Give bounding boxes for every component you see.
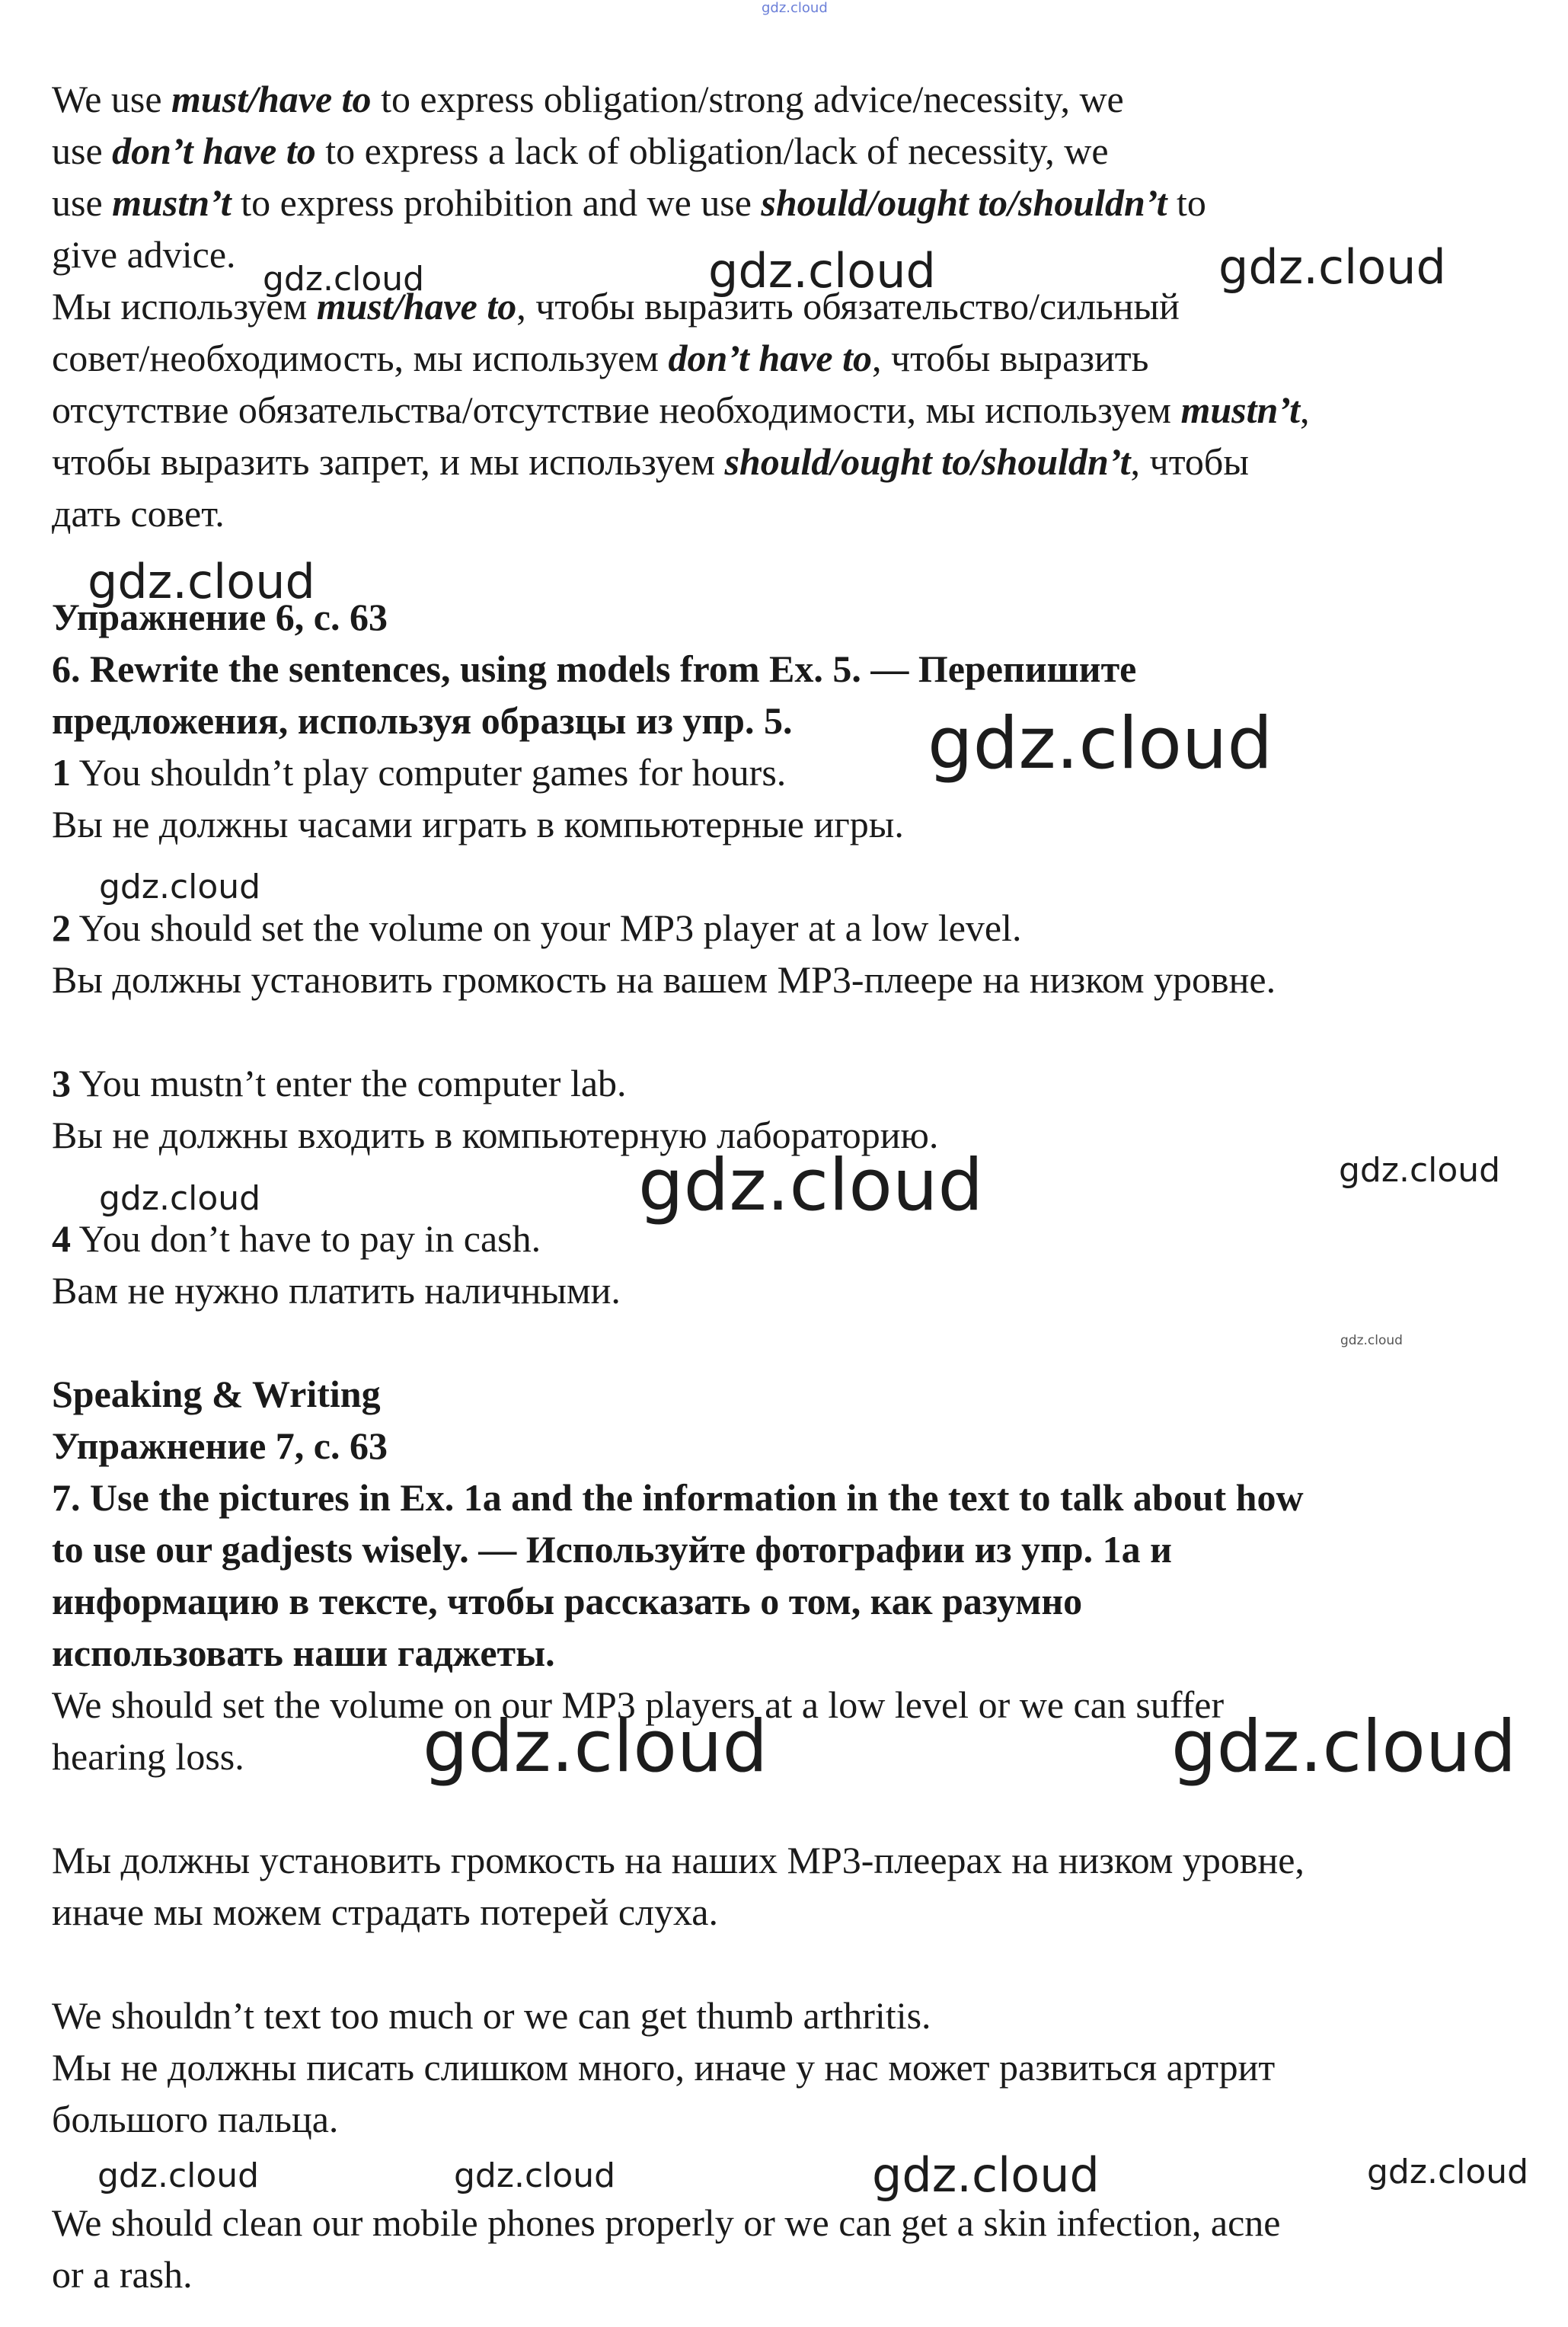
emphasis-term: must/have to xyxy=(316,285,517,328)
item-english: You shouldn’t play computer games for hours. xyxy=(71,751,787,794)
item-russian: Вам не нужно платить наличными. xyxy=(52,1269,621,1312)
text-run: We use xyxy=(52,78,172,120)
watermark: gdz.cloud xyxy=(454,2156,616,2195)
intro-line xyxy=(52,436,1544,487)
exercise-6-item xyxy=(52,1213,1544,1316)
text-run: совет/необходимость, мы используем xyxy=(52,337,669,379)
watermark: gdz.cloud xyxy=(99,1179,261,1218)
text-run: use xyxy=(52,129,113,172)
exercise-6-heading: Упражнение 6, с. 63 xyxy=(52,596,388,638)
item-english: You should set the volume on your MP3 player at a low level. xyxy=(71,906,1022,949)
text-run: to express obligation/strong advice/necessity, we xyxy=(371,78,1124,120)
text-run: to xyxy=(1167,181,1206,224)
emphasis-term: don’t have to xyxy=(668,337,873,379)
item-english: You mustn’t enter the computer lab. xyxy=(71,1062,627,1104)
text-run: to express prohibition and we use xyxy=(231,181,762,224)
item-number: 1 xyxy=(52,751,71,794)
answer-english: We shouldn’t text too much or we can get thumb arthritis. xyxy=(52,1994,931,2037)
exercise-7-heading: Упражнение 7, с. 63 xyxy=(52,1424,388,1467)
item-russian: Вы не должны часами играть в компьютерные игры. xyxy=(52,803,904,845)
answer-russian: большого пальца. xyxy=(52,2098,339,2140)
exercise-7-task: информацию в тексте, чтобы рассказать о том, как разумно xyxy=(52,1580,1083,1622)
text-run: use xyxy=(52,181,113,224)
item-number: 4 xyxy=(52,1217,71,1260)
text-run: , чтобы выразить обязательство/сильный xyxy=(516,285,1180,328)
exercise-7-task: использовать наши гаджеты. xyxy=(52,1632,555,1674)
emphasis-term: mustn’t xyxy=(1180,388,1300,431)
intro-russian xyxy=(52,280,1544,539)
answer-english: We should clean our mobile phones properly or we can get a skin infection, acne xyxy=(52,2201,1281,2244)
exercise-6-item xyxy=(52,902,1544,1005)
emphasis-term: don’t have to xyxy=(112,129,316,172)
item-number: 3 xyxy=(52,1062,71,1104)
answer-russian: иначе мы можем страдать потерей слуха. xyxy=(52,1891,718,1933)
watermark: gdz.cloud xyxy=(99,868,261,906)
intro-line xyxy=(52,73,1544,125)
emphasis-term: should/ought to/shouldn’t xyxy=(724,440,1131,483)
exercise-6-task: предложения, используя образцы из упр. 5. xyxy=(52,699,793,742)
emphasis-term: mustn’t xyxy=(112,181,232,224)
text-run: Мы используем xyxy=(52,285,317,328)
watermark: gdz.cloud xyxy=(762,0,828,16)
emphasis-term: must/have to xyxy=(171,78,372,120)
item-russian: Вы должны установить громкость на вашем MP3-плеере на низком уровне. xyxy=(52,958,1276,1001)
watermark: gdz.cloud xyxy=(1339,1151,1501,1190)
watermark: gdz.cloud xyxy=(1218,239,1446,295)
exercise-7-task: 7. Use the pictures in Ex. 1a and the information in the text to talk about how xyxy=(52,1476,1304,1519)
answer-block xyxy=(52,2197,1544,2300)
watermark: gdz.cloud xyxy=(97,2156,260,2195)
exercise-7-task: to use our gadjests wisely. — Используйте фотографии из упр. 1а и xyxy=(52,1528,1172,1571)
watermark: gdz.cloud xyxy=(88,554,315,609)
text-run: , чтобы выразить xyxy=(872,337,1149,379)
emphasis-term: should/ought to/shouldn’t xyxy=(761,181,1167,224)
intro-line xyxy=(52,332,1544,384)
watermark: gdz.cloud xyxy=(928,702,1273,785)
exercise-6-task: 6. Rewrite the sentences, using models from Ex. 5. — Перепишите xyxy=(52,647,1137,690)
watermark: gdz.cloud xyxy=(263,260,425,299)
item-number: 2 xyxy=(52,906,71,949)
answer-english: hearing loss. xyxy=(52,1735,244,1778)
watermark: gdz.cloud xyxy=(423,1705,768,1788)
text-run: отсутствие обязательства/отсутствие необходимости, мы используем xyxy=(52,388,1181,431)
answer-russian: Мы должны установить громкость на наших MP3-плеерах на низком уровне, xyxy=(52,1839,1305,1881)
answer-block xyxy=(52,1990,1544,2145)
item-russian: Вы не должны входить в компьютерную лабораторию. xyxy=(52,1114,939,1156)
text-run: чтобы выразить запрет, и мы используем xyxy=(52,440,725,483)
watermark: gdz.cloud xyxy=(638,1144,984,1227)
watermark: gdz.cloud xyxy=(1340,1333,1403,1348)
text-run: , xyxy=(1300,388,1310,431)
watermark: gdz.cloud xyxy=(872,2147,1100,2203)
watermark: gdz.cloud xyxy=(708,243,936,299)
item-english: You don’t have to pay in cash. xyxy=(71,1217,541,1260)
intro-line xyxy=(52,177,1544,229)
watermark: gdz.cloud xyxy=(1171,1705,1517,1788)
answer-russian: Мы не должны писать слишком много, иначе у нас может развиться артрит xyxy=(52,2046,1276,2089)
text-run: дать совет. xyxy=(52,492,225,535)
exercise-6-item xyxy=(52,746,1544,850)
text-run: to express a lack of obligation/lack of necessity, we xyxy=(315,129,1109,172)
watermark: gdz.cloud xyxy=(1367,2153,1529,2191)
intro-line xyxy=(52,487,1544,539)
intro-line xyxy=(52,125,1544,177)
answer-english: or a rash. xyxy=(52,2253,193,2296)
intro-line xyxy=(52,384,1544,436)
text-run: , чтобы xyxy=(1130,440,1249,483)
answer-english: We should set the volume on our MP3 players at a low level or we can suffer xyxy=(52,1683,1225,1726)
text-run: give advice. xyxy=(52,233,236,276)
section-title: Speaking & Writing xyxy=(52,1373,381,1415)
